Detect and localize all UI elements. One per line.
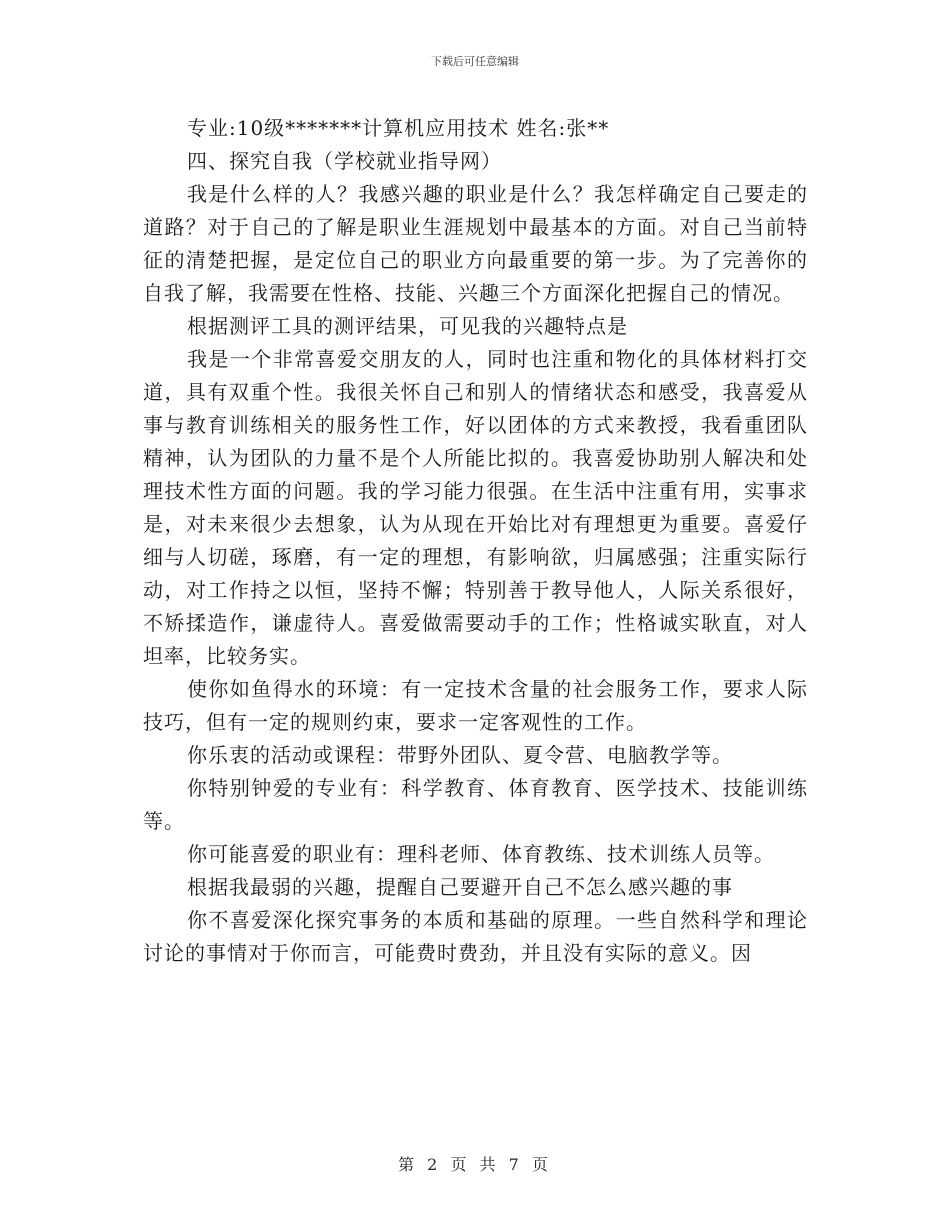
page-header-note: 下载后可任意编辑 (431, 55, 519, 68)
page-number: 第 2 页 共 7 页 (398, 1155, 552, 1174)
section-heading: 四、探究自我（学校就业指导网） (187, 149, 502, 173)
paragraph-activities: 你乐衷的活动或课程：带野外团队、夏令营、电脑教学等。 (187, 743, 733, 767)
paragraph-self-understanding: 我是什么样的人？我感兴趣的职业是什么？我怎样确定自己要走的道路？对于自己的了解是职业生涯规划中最基本的方面。对自己当前特征的清楚把握，是定位自己的职业方向最重要的第一步。为了完善你的自我了解，我需要在性格、技能、兴趣三个方面深化把握自己的情况。 (143, 182, 808, 305)
paragraph-weak-interest: 你不喜爱深化探究事务的本质和基础的原理。一些自然科学和理论讨论的事情对于你而言，可能费时费劲，并且没有实际的意义。因 (143, 908, 808, 965)
paragraph-careers: 你可能喜爱的职业有：理科老师、体育教练、技术训练人员等。 (187, 842, 775, 866)
paragraph-weak-interest-intro: 根据我最弱的兴趣，提醒自己要避开自己不怎么感兴趣的事 (187, 875, 733, 899)
paragraph-majors: 你特别钟爱的专业有：科学教育、体育教育、医学技术、技能训练等。 (143, 776, 808, 833)
document-body (143, 112, 808, 970)
paragraph-environment: 使你如鱼得水的环境：有一定技术含量的社会服务工作，要求人际技巧，但有一定的规则约束，要求一定客观性的工作。 (143, 677, 808, 734)
paragraph-assessment-intro: 根据测评工具的测评结果，可见我的兴趣特点是 (187, 314, 628, 338)
author-line: 专业:10级*******计算机应用技术 姓名:张** (187, 116, 610, 140)
paragraph-personality: 我是一个非常喜爱交朋友的人，同时也注重和物化的具体材料打交道，具有双重个性。我很关怀自己和别人的情绪状态和感受，我喜爱从事与教育训练相关的服务性工作，好以团体的方式来教授，我看重团队精神，认为团队的力量不是个人所能比拟的。我喜爱协助别人解决和处理技术性方面的问题。我的学习能力很强。在生活中注重有用，实事求是，对未来很少去想象，认为从现在开始比对有理想更为重要。喜爱仔细与人切磋，琢磨，有一定的理想，有影响欲，归属感强；注重实际行动，对工作持之以恒，坚持不懈；特别善于教导他人，人际关系很好，不矫揉造作，谦虚待人。喜爱做需要动手的工作；性格诚实耿直，对人坦率，比较务实。 (143, 347, 808, 668)
